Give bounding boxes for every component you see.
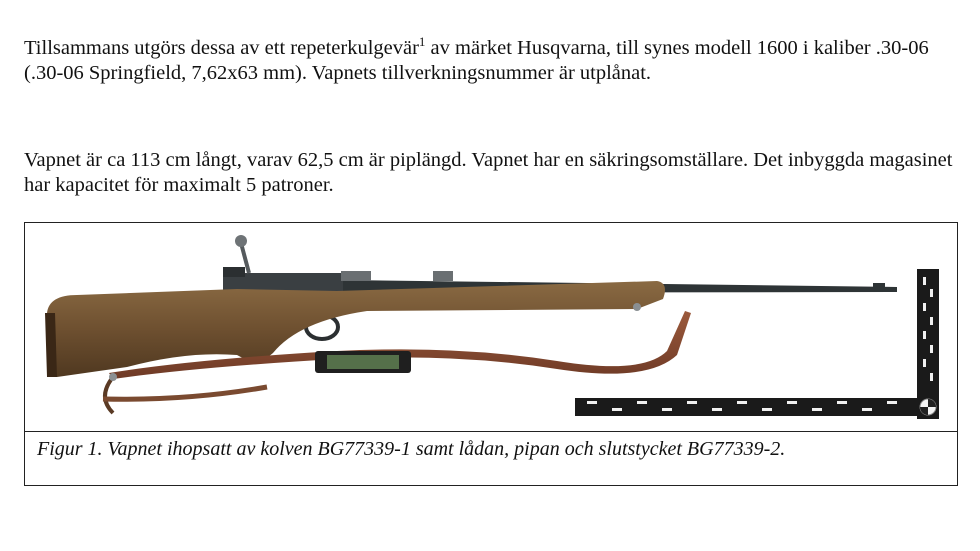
paragraph-rifle-dimensions: Vapnet är ca 113 cm långt, varav 62,5 cm är piplängd. Vapnet har en säkringsomställare. Det inbyggda magasinet har kapacitet för maximalt 5 patroner. (24, 149, 953, 196)
rifle-illustration (37, 227, 945, 431)
paragraph-1-text-start: Tillsammans utgörs dessa av ett repeterkulgevär (24, 37, 419, 59)
paragraph-rifle-description (24, 36, 954, 85)
figure-box (24, 222, 958, 486)
figure-caption: Figur 1. Vapnet ihopsatt av kolven BG77339-1 samt lådan, pipan och slutstycket BG77339-2. (25, 431, 957, 485)
rifle-photo (37, 227, 945, 431)
footnote-marker[interactable]: 1 (418, 34, 426, 50)
paragraph-1-text-end: av märket Husqvarna, till synes modell 1600 i kaliber .30-06 (.30-06 Springfield, 7,62x63 mm). Vapnets tillverkningsnummer är utplånat. (24, 37, 929, 84)
